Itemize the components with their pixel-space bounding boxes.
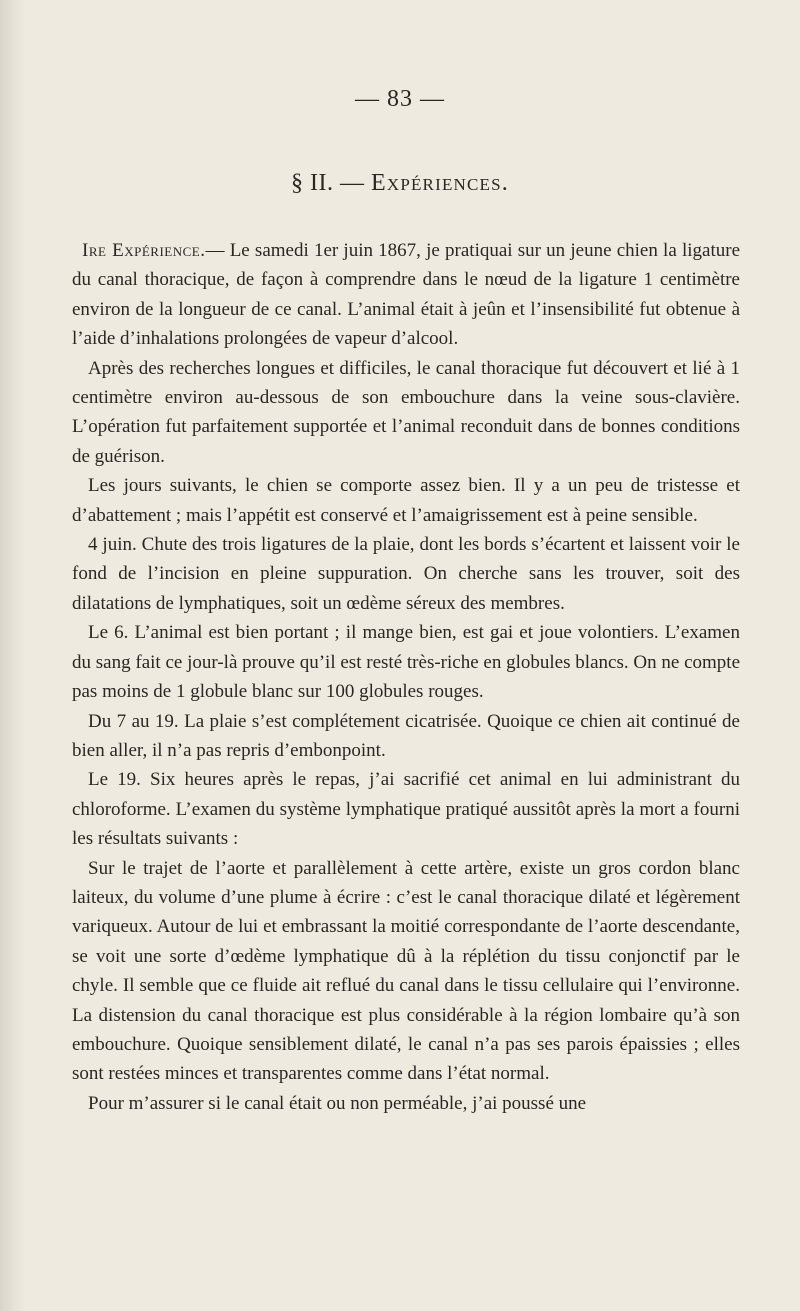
section-number: § II. <box>291 170 334 196</box>
section-heading <box>0 170 800 197</box>
paragraph: Pour m’assurer si le canal était ou non perméable, j’ai poussé une <box>88 1092 587 1114</box>
paragraph <box>72 236 740 354</box>
paragraph-text: — Le samedi 1er juin 1867, je pratiquai sur un jeune chien la ligature du canal thoracique, de façon à comprendre dans le nœud de la ligature 1 centimètre environ de la longueur de ce canal. L’animal était à jeûn et l’insensibilité fut obtenue à l’aide d’inhalations prolongées de vapeur d’alcool. <box>72 240 741 350</box>
paragraph: Sur le trajet de l’aorte et parallèlement à cette artère, existe un gros cordon blanc laiteux, du volume d’une plume à écrire : c’est le canal thoracique dilaté et légèrement variqueux. Autour de lui et embrassant la moitié correspondante de l’aorte descendante, se voit une sorte d’œdème lymphatique dû à la réplétion du tissu conjonctif par le chyle. Il semble que ce fluide ait reflué du canal dans le tissu cellulaire qui l’environne. La distension du canal thoracique est plus considérable à la région lombaire qu’à son embouchure. Quoique sensiblement dilaté, le canal n’a pas ses parois épaissies ; elles sont restées minces et transparentes comme dans l’état normal. <box>72 857 740 1085</box>
section-title: Expériences. <box>370 170 509 196</box>
page-number: — 83 — <box>355 86 445 112</box>
paragraph: Après des recherches longues et difficiles, le canal thoracique fut découvert et lié à 1 centimètre environ au-dessous de son embouchure dans la veine sous-clavière. L’opération fut parfaitement supportée et l’animal reconduit dans de bonnes conditions de guérison. <box>72 357 740 467</box>
paragraph: Du 7 au 19. La plaie s’est complétement cicatrisée. Quoique ce chien ait continué de bien aller, il n’a pas repris d’embonpoint. <box>72 710 740 761</box>
paragraph: 4 juin. Chute des trois ligatures de la plaie, dont les bords s’écartent et laissent voir le fond de l’incision en pleine suppuration. On cherche sans les trouver, soit des dilatations de lymphatiques, soit un œdème séreux des membres. <box>72 534 740 614</box>
paragraph: Le 19. Six heures après le repas, j’ai sacrifié cet animal en lui administrant du chloroforme. L’examen du système lymphatique pratiqué aussitôt après la mort a fourni les résultats suivants : <box>72 769 740 850</box>
body-text <box>72 236 740 1118</box>
paragraph: Les jours suivants, le chien se comporte assez bien. Il y a un peu de tristesse et d’abattement ; mais l’appétit est conservé et l’amaigrissement est à peine sensible. <box>72 475 740 526</box>
experiment-label: Ire Expérience. <box>82 240 206 261</box>
paragraph: Le 6. L’animal est bien portant ; il mange bien, est gai et joue volontiers. L’examen du sang fait ce jour-là prouve qu’il est resté très-riche en globules blancs. On ne compte pas moins de 1 globule blanc sur 100 globules rouges. <box>72 622 740 703</box>
heading-dash: — <box>339 170 365 196</box>
